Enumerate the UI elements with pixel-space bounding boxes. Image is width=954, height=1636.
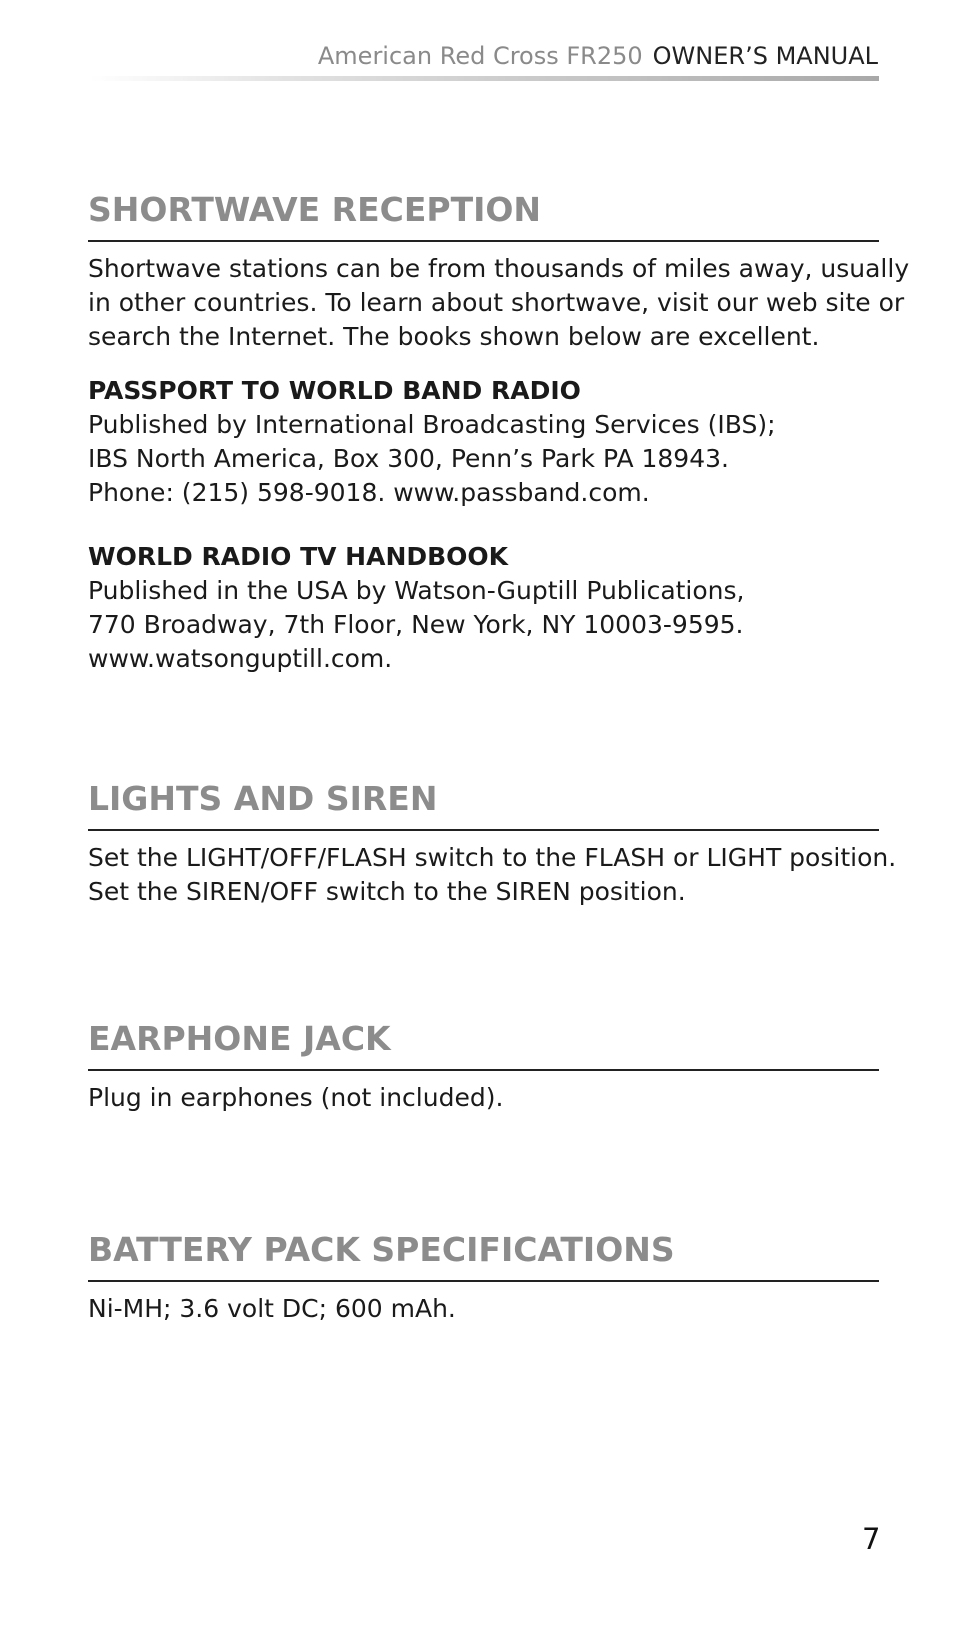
body-line: Ni-MH; 3.6 volt DC; 600 mAh.	[88, 1294, 456, 1323]
section-body	[88, 1292, 879, 1326]
section-body	[88, 1081, 879, 1115]
section-body	[88, 252, 910, 354]
body-line: Set the LIGHT/OFF/FLASH switch to the FLASH or LIGHT position.	[88, 843, 897, 872]
book-line: Published in the USA by Watson-Guptill Publications,	[88, 576, 745, 605]
section-heading: BATTERY PACK SPECIFICATIONS	[88, 1228, 879, 1282]
header-divider	[90, 76, 879, 81]
book-line: Published by International Broadcasting Services (IBS);	[88, 410, 776, 439]
running-header	[0, 42, 878, 70]
book-entry-world-radio	[88, 540, 879, 676]
book-line: www.watsonguptill.com.	[88, 644, 393, 673]
section-earphone-jack	[88, 1017, 879, 1115]
body-line: search the Internet. The books shown below are excellent.	[88, 322, 820, 351]
book-line: 770 Broadway, 7th Floor, New York, NY 10003-9595.	[88, 610, 744, 639]
header-manual-title: OWNER’S MANUAL	[652, 42, 878, 70]
book-line: IBS North America, Box 300, Penn’s Park PA 18943.	[88, 444, 729, 473]
book-line: Phone: (215) 598-9018. www.passband.com.	[88, 478, 650, 507]
section-shortwave-reception	[88, 188, 910, 676]
page-number: 7	[862, 1522, 881, 1556]
book-entry-passport	[88, 374, 879, 510]
section-body	[88, 841, 897, 909]
body-line: Plug in earphones (not included).	[88, 1083, 504, 1112]
book-title: WORLD RADIO TV HANDBOOK	[88, 542, 509, 571]
header-product-name: American Red Cross FR250	[317, 42, 643, 70]
section-lights-and-siren	[88, 777, 897, 909]
book-title: PASSPORT TO WORLD BAND RADIO	[88, 376, 581, 405]
section-heading: SHORTWAVE RECEPTION	[88, 188, 879, 242]
body-line: Set the SIREN/OFF switch to the SIREN position.	[88, 877, 686, 906]
body-line: Shortwave stations can be from thousands of miles away, usually	[88, 254, 910, 283]
section-heading: LIGHTS AND SIREN	[88, 777, 879, 831]
body-line: in other countries. To learn about shortwave, visit our web site or	[88, 288, 905, 317]
section-heading: EARPHONE JACK	[88, 1017, 879, 1071]
section-battery-pack-specifications	[88, 1228, 879, 1326]
